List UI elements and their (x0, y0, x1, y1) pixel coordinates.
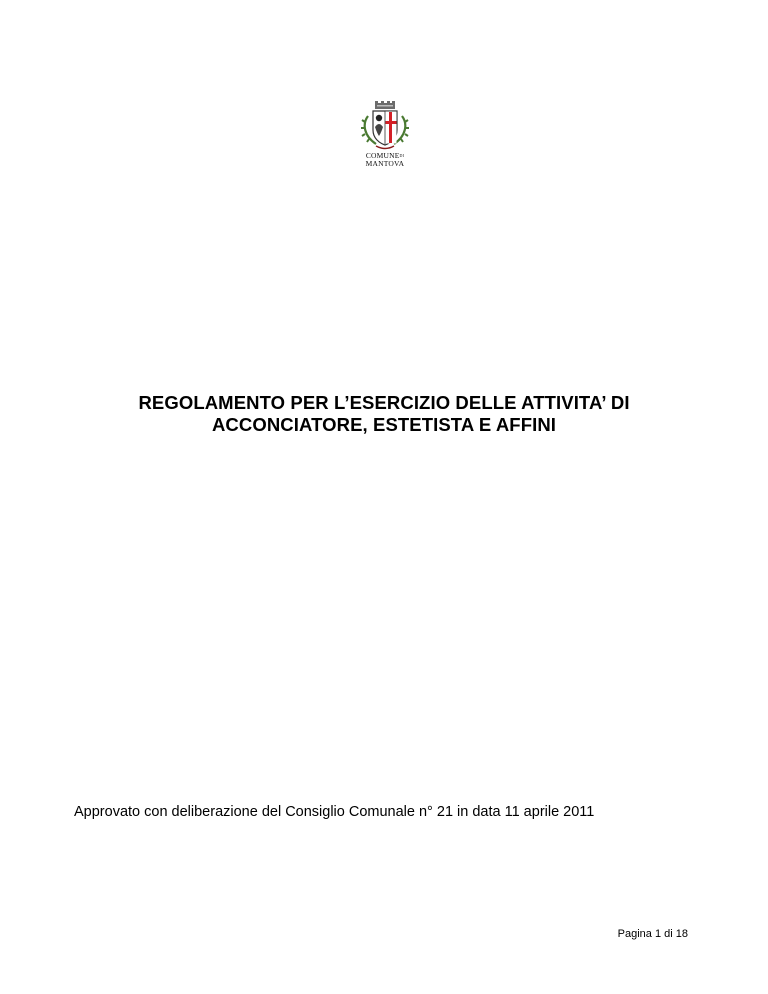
logo-text-di: DI (399, 153, 405, 158)
comune-di-mantova-logo (356, 100, 414, 174)
title-line-1: REGOLAMENTO PER L’ESERCIZIO DELLE ATTIVITA’ DI (138, 392, 630, 413)
logo-text-comune: COMUNE (365, 151, 400, 160)
coat-of-arms-icon (356, 100, 414, 152)
approval-statement: Approvato con deliberazione del Consiglio Comunale n° 21 in data 11 aprile 2011 (74, 804, 595, 820)
logo-text (356, 152, 414, 167)
page-number: Pagina 1 di 18 (617, 928, 688, 940)
title-line-2: ACCONCIATORE, ESTETISTA E AFFINI (211, 414, 557, 435)
document-title (60, 392, 708, 436)
logo-text-mantova: MANTOVA (365, 158, 405, 168)
